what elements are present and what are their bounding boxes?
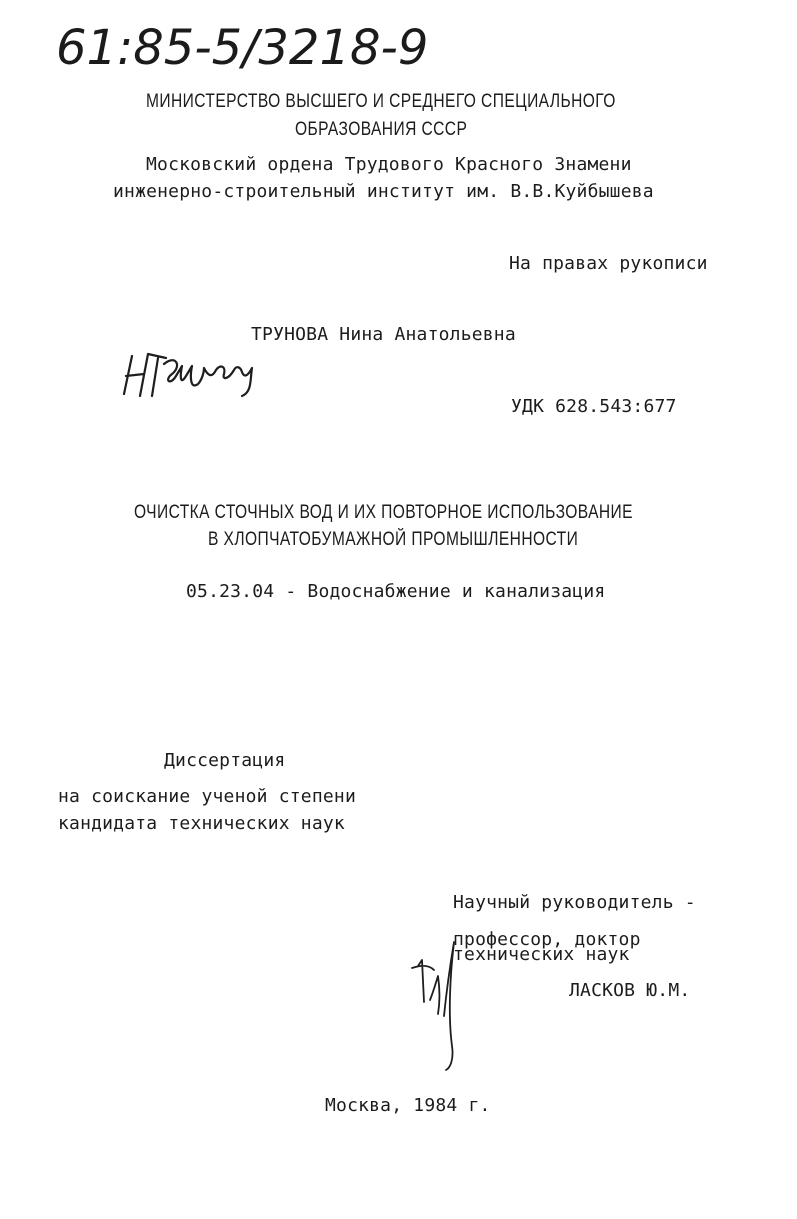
supervisor-name: ЛАСКОВ Ю.М.: [569, 980, 691, 1001]
supervisor-label: Научный руководитель -: [453, 892, 696, 913]
degree-line-3: кандидата технических наук: [58, 813, 345, 834]
udc-code: УДК 628.543:677: [511, 396, 677, 417]
degree-line-1: Диссертация: [164, 750, 286, 771]
ministry-line-2: ОБРАЗОВАНИЯ СССР: [295, 119, 468, 140]
manuscript-note: На правах рукописи: [509, 253, 708, 274]
author-name: ТРУНОВА Нина Анатольевна: [251, 324, 516, 345]
thesis-title-line-2: В ХЛОПЧАТОБУМАЖНОЙ ПРОМЫШЛЕННОСТИ: [208, 529, 579, 550]
ministry-line-1: МИНИСТЕРСТВО ВЫСШЕГО И СРЕДНЕГО СПЕЦИАЛЬНОГО: [146, 91, 616, 112]
archive-code-text: 61:85-5/3218-9: [56, 20, 429, 76]
archive-code-handwritten: [56, 14, 486, 74]
institute-line-2: инженерно-строительный институт им. В.В.Куйбышева: [113, 181, 654, 202]
supervisor-signature: [404, 936, 474, 1072]
supervisor-title-line-2: технических наук: [453, 944, 630, 965]
institute-line-1: Московский ордена Трудового Красного Знамени: [146, 154, 632, 175]
place-year: Москва, 1984 г.: [325, 1095, 491, 1116]
specialty-code: 05.23.04 - Водоснабжение и канализация: [186, 581, 606, 602]
degree-line-2: на соискание ученой степени: [58, 786, 356, 807]
author-signature: [118, 346, 268, 406]
thesis-title-line-1: ОЧИСТКА СТОЧНЫХ ВОД И ИХ ПОВТОРНОЕ ИСПОЛЬЗОВАНИЕ: [134, 502, 633, 523]
supervisor-title-line-1: профессор, доктор: [453, 929, 641, 950]
